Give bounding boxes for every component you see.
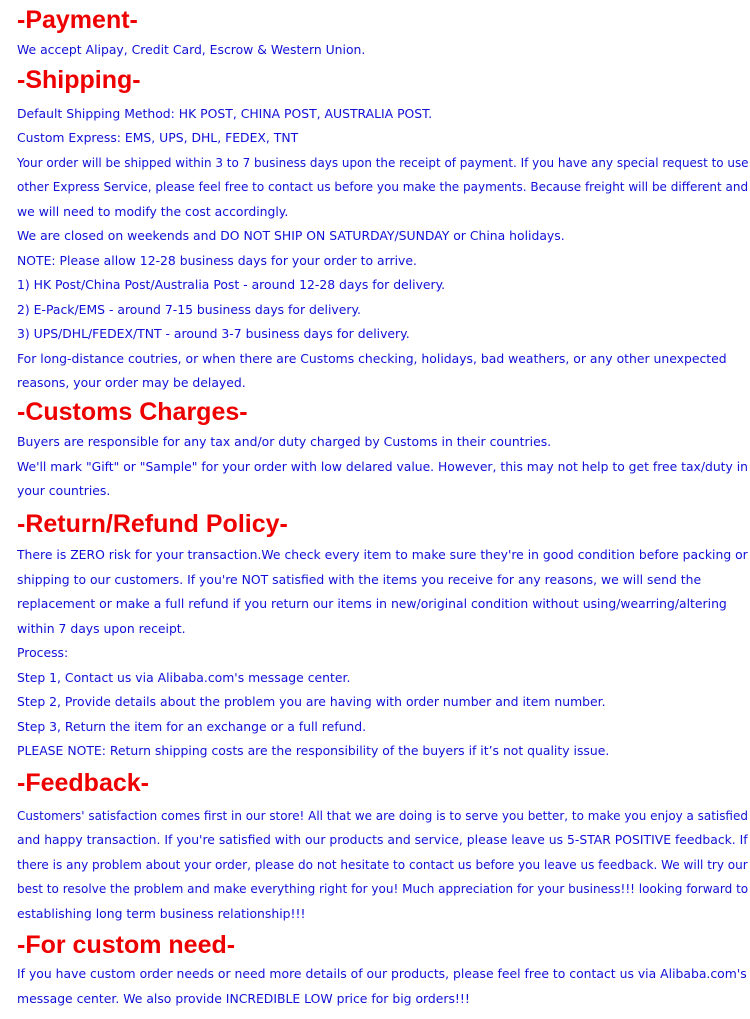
payment-text: We accept Alipay, Credit Card, Escrow & Western Union.: [17, 42, 366, 57]
shipping-line: 2) E-Pack/EMS - around 7-15 business days for delivery.: [17, 302, 361, 317]
refund-heading: -Return/Refund Policy-: [17, 510, 288, 538]
shipping-line: NOTE: Please allow 12-28 business days for your order to arrive.: [17, 253, 417, 268]
shipping-line: we will need to modify the cost accordingly.: [17, 204, 289, 219]
shipping-line: other Express Service, please feel free to contact us before you make the payments. Because freight will be different and: [17, 180, 749, 194]
refund-line: Process:: [17, 645, 69, 660]
customs-line: your countries.: [17, 483, 111, 498]
payment-heading: -Payment-: [17, 6, 138, 34]
refund-line: PLEASE NOTE: Return shipping costs are the responsibility of the buyers if it’s not quality issue.: [17, 743, 610, 758]
feedback-heading: -Feedback-: [17, 769, 149, 797]
customs-line: Buyers are responsible for any tax and/or duty charged by Customs in their countries.: [17, 434, 552, 449]
refund-line: Step 2, Provide details about the problem you are having with order number and item number.: [17, 694, 606, 709]
customs-heading: -Customs Charges-: [17, 398, 248, 426]
shipping-line: 1) HK Post/China Post/Australia Post - around 12-28 days for delivery.: [17, 277, 446, 292]
shipping-line: We are closed on weekends and DO NOT SHIP ON SATURDAY/SUNDAY or China holidays.: [17, 228, 565, 243]
shipping-line: reasons, your order may be delayed.: [17, 375, 246, 390]
customs-line: We'll mark "Gift" or "Sample" for your order with low delared value. However, this may not help to get free tax/duty in: [17, 460, 748, 474]
refund-line: Step 1, Contact us via Alibaba.com's message center.: [17, 670, 351, 685]
refund-line: replacement or make a full refund if you return our items in new/original condition without using/wearring/altering: [17, 596, 727, 611]
feedback-line: Customers' satisfaction comes first in our store! All that we are doing is to serve you better, to make you enjoy a satisfied: [17, 809, 748, 823]
shipping-line: 3) UPS/DHL/FEDEX/TNT - around 3-7 business days for delivery.: [17, 326, 410, 341]
custom-need-heading: -For custom need-: [17, 931, 236, 959]
feedback-line: there is any problem about your order, please do not hesitate to contact us before you leave us feedback. We will try our: [17, 858, 748, 872]
refund-line: shipping to our customers. If you're NOT satisfied with the items you receive for any reasons, we will send the: [17, 572, 702, 587]
custom-need-line: message center. We also provide INCREDIBLE LOW price for big orders!!!: [17, 991, 470, 1006]
refund-line: Step 3, Return the item for an exchange or a full refund.: [17, 719, 367, 734]
shipping-line: Default Shipping Method: HK POST, CHINA POST, AUSTRALIA POST.: [17, 106, 433, 121]
refund-line: within 7 days upon receipt.: [17, 621, 186, 636]
shipping-line: Custom Express: EMS, UPS, DHL, FEDEX, TNT: [17, 130, 299, 145]
refund-line: There is ZERO risk for your transaction.We check every item to make sure they're in good condition before packing or: [17, 548, 748, 562]
feedback-line: establishing long term business relationship!!!: [17, 906, 306, 921]
shipping-heading: -Shipping-: [17, 66, 141, 94]
shipping-line: For long-distance coutries, or when there are Customs checking, holidays, bad weathers, or any other unexpected: [17, 351, 727, 366]
custom-need-line: If you have custom order needs or need more details of our products, please feel free to contact us via Alibaba.com's: [17, 966, 747, 981]
feedback-line: best to resolve the problem and make everything right for you! Much appreciation for your business!!! looking forward to: [17, 882, 749, 896]
feedback-line: and happy transaction. If you're satisfied with our products and service, please leave us 5-STAR POSITIVE feedback. If: [17, 833, 748, 847]
shipping-line: Your order will be shipped within 3 to 7 business days upon the receipt of payment. If you have any special request to use: [17, 156, 749, 170]
